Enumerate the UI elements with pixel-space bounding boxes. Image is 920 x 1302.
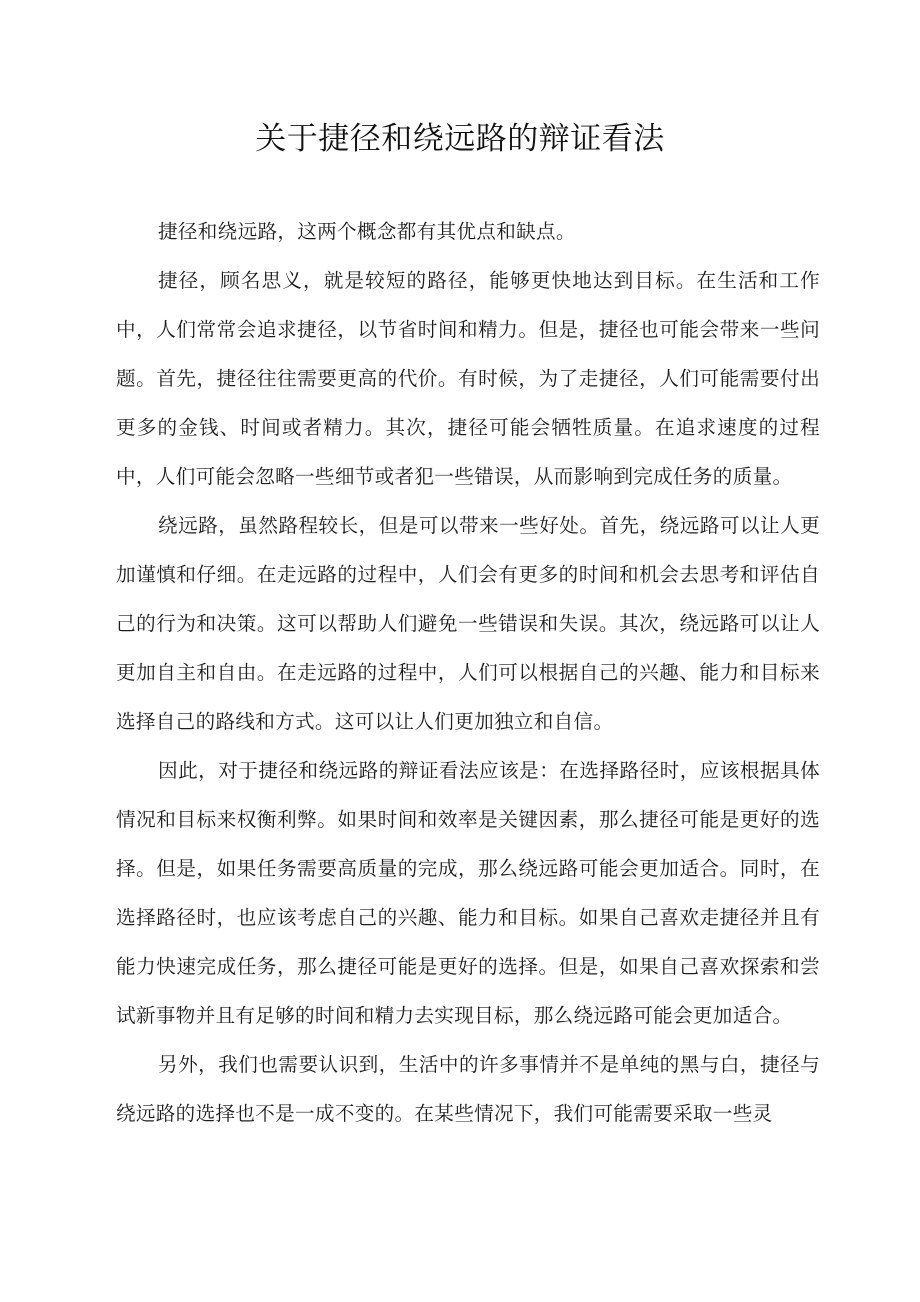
- paragraph-shortcut: 捷径，顾名思义，就是较短的路径，能够更快地达到目标。在生活和工作中，人们常常会追求捷径，以节省时间和精力。但是，捷径也可能会带来一些问题。首先，捷径往往需要更高的代价。有时候，为了走捷径，人们可能需要付出更多的金钱、时间或者精力。其次，捷径可能会牺牲质量。在追求速度的过程中，人们可能会忽略一些细节或者犯一些错误，从而影响到完成任务的质量。: [116, 269, 820, 488]
- paragraph-intro: 捷径和绕远路，这两个概念都有其优点和缺点。: [158, 220, 576, 243]
- paragraph-additional: 另外，我们也需要认识到，生活中的许多事情并不是单纯的黑与白，捷径与绕远路的选择也不是一成不变的。在某些情况下，我们可能需要采取一些灵: [116, 1053, 820, 1125]
- document-title: 关于捷径和绕远路的辩证看法: [255, 121, 665, 157]
- document-body: [116, 207, 820, 1138]
- paragraph-conclusion: 因此，对于捷径和绕远路的辩证看法应该是：在选择路径时，应该根据具体情况和目标来权衡利弊。如果时间和效率是关键因素，那么捷径可能是更好的选择。但是，如果任务需要高质量的完成，那么绕远路可能会更加适合。同时，在选择路径时，也应该考虑自己的兴趣、能力和目标。如果自己喜欢走捷径并且有能力快速完成任务，那么捷径可能是更好的选择。但是，如果自己喜欢探索和尝试新事物并且有足够的时间和精力去实现目标，那么绕远路可能会更加适合。: [116, 759, 820, 1027]
- paragraph-detour: 绕远路，虽然路程较长，但是可以带来一些好处。首先，绕远路可以让人更加谨慎和仔细。在走远路的过程中，人们会有更多的时间和机会去思考和评估自己的行为和决策。这可以帮助人们避免一些错误和失误。其次，绕远路可以让人更加自主和自由。在走远路的过程中，人们可以根据自己的兴趣、能力和目标来选择自己的路线和方式。这可以让人们更加独立和自信。: [116, 514, 820, 733]
